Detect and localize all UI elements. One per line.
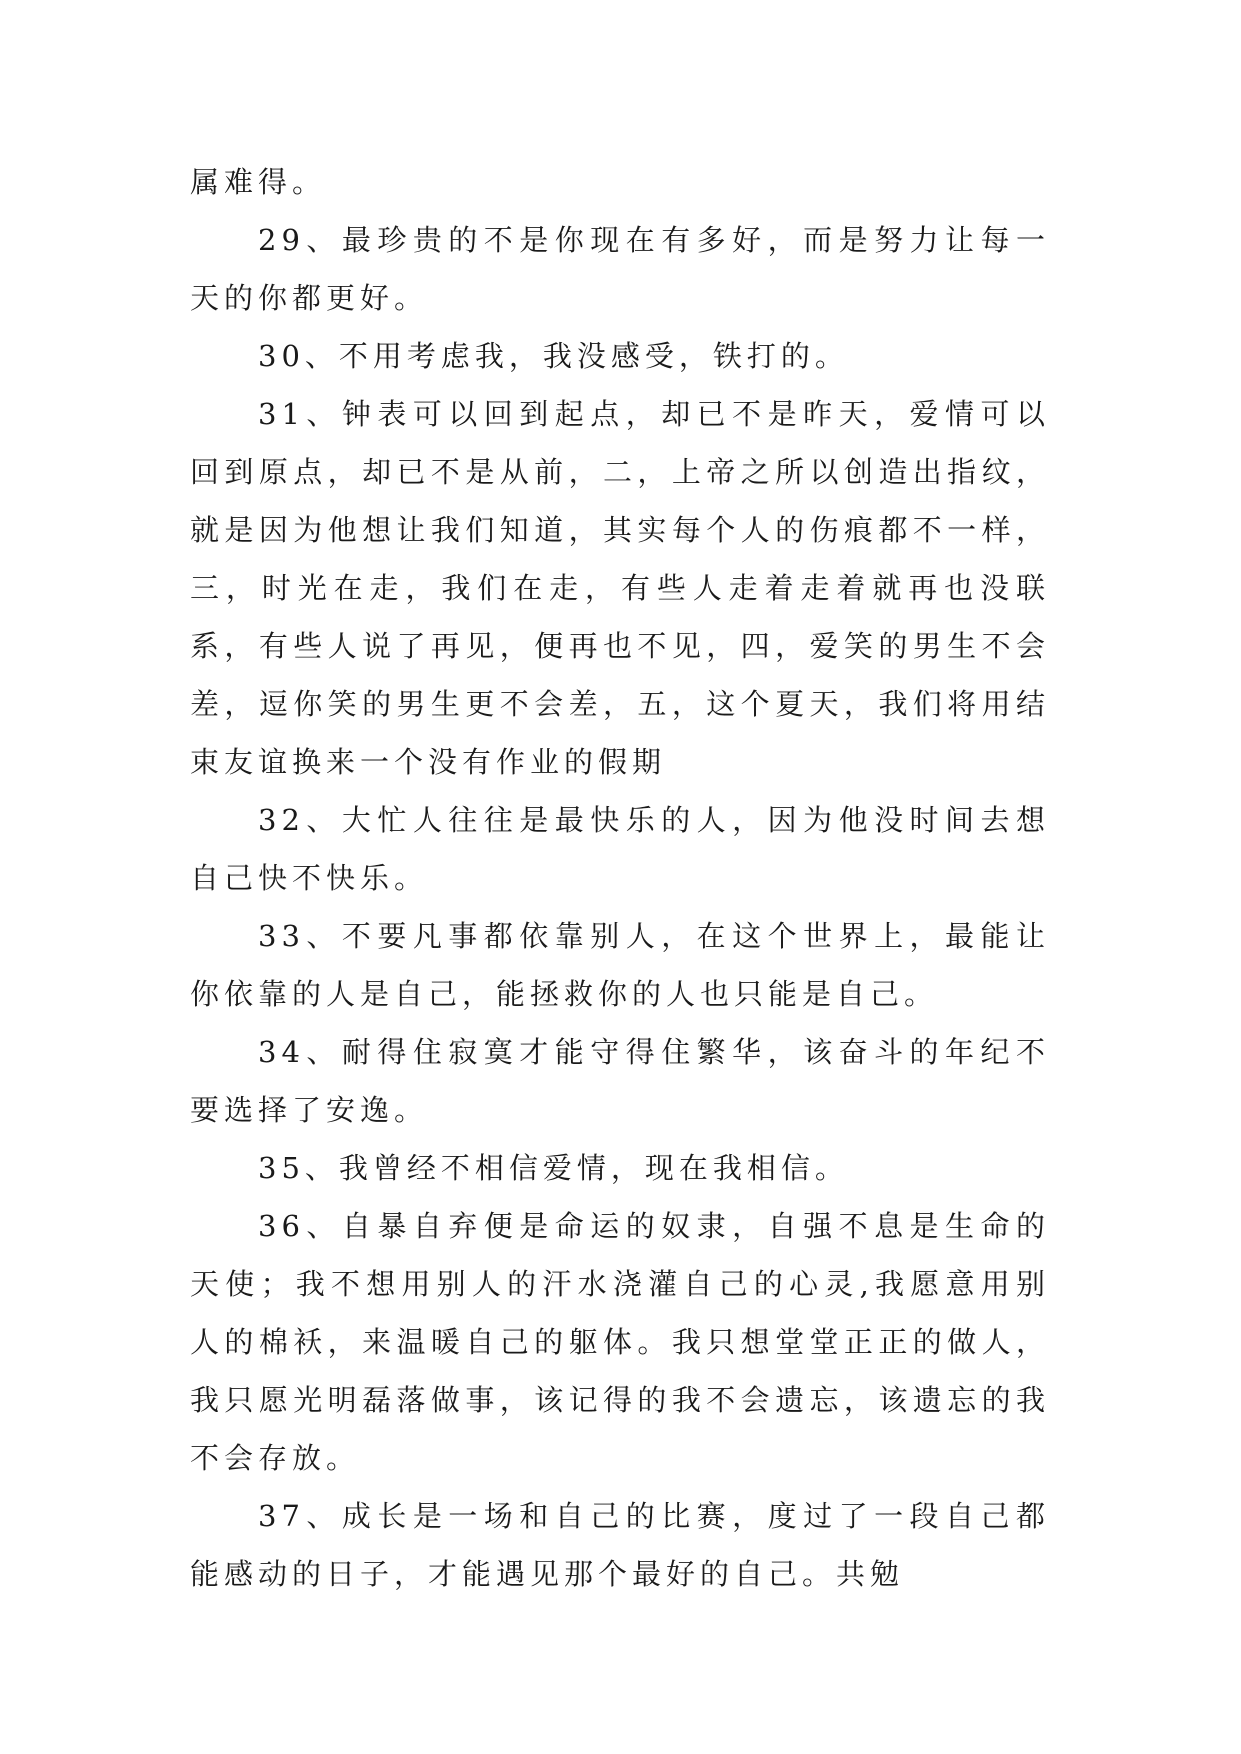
paragraph-37: 37、成长是一场和自己的比赛，度过了一段自己都能感动的日子，才能遇见那个最好的自己。共勉 [190, 1499, 1050, 1591]
paragraph-35: 35、我曾经不相信爱情，现在我相信。 [258, 1151, 849, 1185]
paragraph-30: 30、不用考虑我，我没感受，铁打的。 [258, 339, 849, 373]
paragraph-33: 33、不要凡事都依靠别人，在这个世界上，最能让你依靠的人是自己，能拯救你的人也只能是自己。 [190, 919, 1050, 1011]
paragraph-31: 31、钟表可以回到起点，却已不是昨天，爱情可以回到原点，却已不是从前，二，上帝之所以创造出指纹，就是因为他想让我们知道，其实每个人的伤痕都不一样，三，时光在走，我们在走，有些人走着走着就再也没联系，有些人说了再见，便再也不见，四，爱笑的男生不会差，逗你笑的男生更不会差，五，这个夏天，我们将用结束友谊换来一个没有作业的假期 [190, 397, 1050, 779]
paragraph-36: 36、自暴自弃便是命运的奴隶，自强不息是生命的天使；我不想用别人的汗水浇灌自己的心灵,我愿意用别人的棉袄，来温暖自己的躯体。我只想堂堂正正的做人，我只愿光明磊落做事，该记得的我不会遗忘，该遗忘的我不会存放。 [190, 1209, 1050, 1475]
document-body [190, 153, 1050, 1603]
paragraph-34: 34、耐得住寂寞才能守得住繁华，该奋斗的年纪不要选择了安逸。 [190, 1035, 1050, 1127]
paragraph-29: 29、最珍贵的不是你现在有多好，而是努力让每一天的你都更好。 [190, 223, 1050, 315]
paragraph-continuation: 属难得。 [190, 165, 327, 199]
paragraph-32: 32、大忙人往往是最快乐的人，因为他没时间去想自己快不快乐。 [190, 803, 1050, 895]
